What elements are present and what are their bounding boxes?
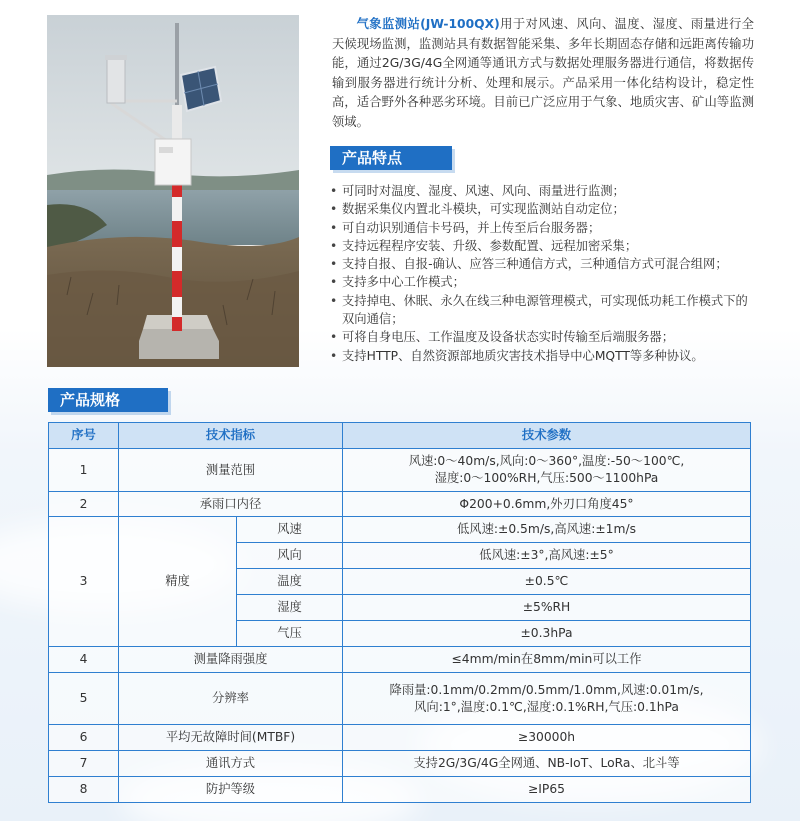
feature-item: • 支持远程程序安装、升级、参数配置、远程加密采集； xyxy=(328,237,758,255)
table-row xyxy=(49,751,751,777)
product-intro xyxy=(332,15,754,133)
table-header-row xyxy=(49,423,751,449)
row-indicator: 分辨率 xyxy=(119,673,343,725)
row-no: 3 xyxy=(49,517,119,647)
sub-indicator: 气压 xyxy=(237,621,343,647)
table-row xyxy=(49,725,751,751)
row-param: 低风速:±3°,高风速:±5° xyxy=(343,543,751,569)
table-row xyxy=(49,647,751,673)
row-no: 7 xyxy=(49,751,119,777)
sub-indicator: 风向 xyxy=(237,543,343,569)
feature-item: • 可同时对温度、湿度、风速、风向、雨量进行监测； xyxy=(328,182,758,200)
table-row xyxy=(49,777,751,803)
feature-item: • 支持自报、自报-确认、应答三种通信方式，三种通信方式可混合组网； xyxy=(328,255,758,273)
table-row xyxy=(49,673,751,725)
row-no: 8 xyxy=(49,777,119,803)
row-indicator: 防护等级 xyxy=(119,777,343,803)
header-indicator: 技术指标 xyxy=(119,423,343,449)
row-indicator: 承雨口内径 xyxy=(119,492,343,517)
row-indicator: 测量降雨强度 xyxy=(119,647,343,673)
row-param xyxy=(343,449,751,492)
feature-item: • 支持HTTP、自然资源部地质灾害技术指导中心MQTT等多种协议。 xyxy=(328,347,758,365)
feature-item: • 数据采集仪内置北斗模块，可实现监测站自动定位； xyxy=(328,200,758,218)
row-indicator: 通讯方式 xyxy=(119,751,343,777)
product-photo xyxy=(47,15,299,367)
row-param: ≤4mm/min在8mm/min可以工作 xyxy=(343,647,751,673)
feature-item: • 支持掉电、休眠、永久在线三种电源管理模式，可实现低功耗工作模式下的双向通信； xyxy=(328,292,758,329)
features-list xyxy=(328,182,758,365)
row-indicator: 平均无故障时间(MTBF) xyxy=(119,725,343,751)
param-line: 湿度:0～100%RH,气压:500～1100hPa xyxy=(434,471,659,485)
feature-item: • 支持多中心工作模式； xyxy=(328,273,758,291)
table-row xyxy=(49,517,751,543)
weather-station-illustration xyxy=(47,15,299,367)
row-param xyxy=(343,673,751,725)
sub-indicator: 温度 xyxy=(237,569,343,595)
table-row xyxy=(49,449,751,492)
param-line: 降雨量:0.1mm/0.2mm/0.5mm/1.0mm,风速:0.01m/s, xyxy=(389,682,704,697)
row-no: 4 xyxy=(49,647,119,673)
spec-table xyxy=(48,422,751,803)
row-indicator: 精度 xyxy=(119,517,237,647)
row-param: ±0.3hPa xyxy=(343,621,751,647)
sub-indicator: 湿度 xyxy=(237,595,343,621)
param-line: 风速:0～40m/s,风向:0～360°,温度:-50～100℃, xyxy=(408,454,685,468)
row-no: 6 xyxy=(49,725,119,751)
feature-item: • 可将自身电压、工作温度及设备状态实时传输至后端服务器； xyxy=(328,328,758,346)
row-param: 支持2G/3G/4G全网通、NB-IoT、LoRa、北斗等 xyxy=(343,751,751,777)
product-description: 用于对风速、风向、温度、湿度、雨量进行全天候现场监测，监测站具有数据智能采集、多年长期固态存储和远距离传输功能，通过2G/3G/4G全网通等通讯方式与数据处理服务器进行通信，将数据传输到服务器进行统计分析、处理和展示。产品采用一体化结构设计，稳定性高，适合野外各种恶劣环境。目前已广泛应用于气象、地质灾害、矿山等监测领域。 xyxy=(332,17,754,129)
product-name: 气象监测站(JW-100QX) xyxy=(356,17,500,31)
row-no: 1 xyxy=(49,449,119,492)
spec-title: 产品规格 xyxy=(48,388,168,412)
table-row xyxy=(49,492,751,517)
row-param: ±0.5℃ xyxy=(343,569,751,595)
row-param: ±5%RH xyxy=(343,595,751,621)
sub-indicator: 风速 xyxy=(237,517,343,543)
param-line: 风向:1°,温度:0.1℃,湿度:0.1%RH,气压:0.1hPa xyxy=(414,699,679,714)
row-param: ≥IP65 xyxy=(343,777,751,803)
row-no: 2 xyxy=(49,492,119,517)
row-param: 低风速:±0.5m/s,高风速:±1m/s xyxy=(343,517,751,543)
header-param: 技术参数 xyxy=(343,423,751,449)
row-param: ≥30000h xyxy=(343,725,751,751)
row-no: 5 xyxy=(49,673,119,725)
feature-item: • 可自动识别通信卡号码，并上传至后台服务器； xyxy=(328,219,758,237)
features-title: 产品特点 xyxy=(330,146,452,170)
row-param: Φ200+0.6mm,外刃口角度45° xyxy=(343,492,751,517)
header-no: 序号 xyxy=(49,423,119,449)
row-indicator: 测量范围 xyxy=(119,449,343,492)
